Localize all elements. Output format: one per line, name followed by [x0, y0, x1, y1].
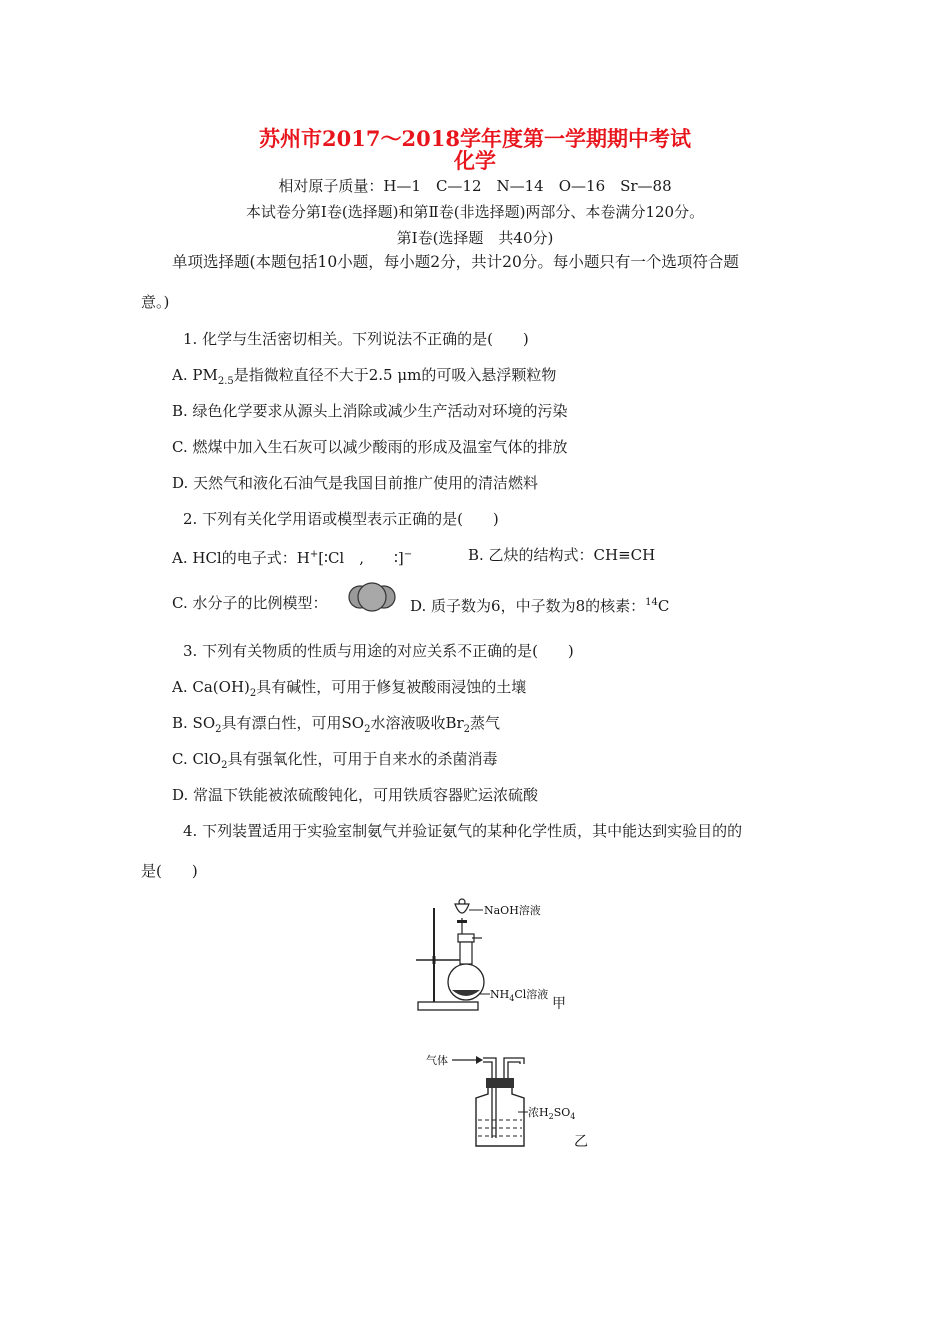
q1-option-a: [172, 365, 556, 392]
fig2-acid-sub2: 4: [570, 1112, 576, 1121]
q3-option-d: D. 常温下铁能被浓硫酸钝化，可用铁质容器贮运浓硫酸: [172, 786, 539, 804]
q1-a-prefix: A. PM: [172, 366, 218, 384]
q2-option-d: [410, 593, 669, 616]
q3-b-sub1: 2: [215, 724, 222, 735]
water-space-filling-model: [346, 580, 398, 614]
fig2-acid-sub1: 2: [548, 1112, 554, 1121]
apparatus-yi-diagram: [420, 1050, 600, 1150]
exam-subject: 化学: [454, 148, 496, 173]
q2-option-b: B. 乙炔的结构式：CH≡CH: [468, 546, 656, 564]
fig1-nh-part: NH: [490, 988, 510, 1001]
fig2-acid-part1: 浓H: [528, 1106, 549, 1119]
exam-title: 苏州市2017～2018学年度第一学期期中考试: [259, 126, 691, 151]
q1-a-sub: 2.5: [217, 376, 234, 387]
instructions-line-1: 单项选择题(本题包括10小题，每小题2分，共计20分。每小题只有一个选项符合题: [172, 253, 739, 271]
fig2-acid-part2: SO: [553, 1106, 571, 1119]
q3-b-sub3: 2: [463, 724, 471, 735]
q2-d-elem: C: [657, 597, 670, 615]
fig1-cl-part: Cl溶液: [514, 988, 549, 1001]
q3-a-sub: 2: [249, 688, 257, 699]
q3-c1: C. ClO: [172, 750, 222, 768]
q3-option-a: [172, 677, 526, 704]
q3-c2: 具有强氧化性，可用于自来水的杀菌消毒: [227, 750, 498, 768]
q3-b-sub2: 2: [364, 724, 371, 735]
q2-a-sup2: −: [403, 549, 413, 560]
q3-a1: A. Ca(OH): [172, 678, 250, 696]
atomic-masses: 相对原子质量：H—1 C—12 N—14 O—16 Sr—88: [278, 177, 672, 195]
q3-b3: 水溶液吸收Br: [370, 714, 464, 732]
q3-b4: 蒸气: [470, 714, 501, 732]
q4-stem-1: 4. 下列装置适用于实验室制氨气并验证氨气的某种化学性质，其中能达到实验目的的: [183, 822, 743, 840]
fig2-caption: 乙: [574, 1134, 588, 1150]
fig1-caption: 甲: [552, 996, 566, 1012]
q2-stem: 2. 下列有关化学用语或模型表示正确的是( ): [183, 510, 499, 528]
q1-stem: 1. 化学与生活密切相关。下列说法不正确的是( ): [183, 330, 529, 348]
section-heading: 第Ⅰ卷(选择题 共40分): [396, 229, 554, 247]
q3-b2: 具有漂白性，可用SO: [221, 714, 365, 732]
q3-option-b: [172, 713, 500, 740]
q2-d-sup: 14: [645, 597, 658, 608]
fig2-label-acid: [528, 1105, 575, 1121]
q2-a-text: A. HCl的电子式：H: [172, 549, 310, 567]
q1-option-c: C. 燃煤中加入生石灰可以减少酸雨的形成及温室气体的排放: [172, 438, 568, 456]
fig1-label-nh4cl: [490, 987, 548, 1003]
q3-c-sub: 2: [221, 760, 228, 771]
fig1-label-naoh: NaOH溶液: [484, 904, 541, 917]
q1-option-b: B. 绿色化学要求从源头上消除或减少生产活动对环境的污染: [172, 402, 568, 420]
instructions-line-2: 意。): [141, 293, 170, 311]
q3-stem: 3. 下列有关物质的性质与用途的对应关系不正确的是( ): [183, 642, 574, 660]
q2-a-mid: [∶Cl , ∶]: [318, 549, 404, 567]
q2-option-c: C. 水分子的比例模型：: [172, 594, 328, 612]
fig1-sub-4: 4: [509, 994, 515, 1003]
q1-option-d: D. 天然气和液化石油气是我国目前推广使用的清洁燃料: [172, 474, 539, 492]
exam-intro: 本试卷分第Ⅰ卷(选择题)和第Ⅱ卷(非选择题)两部分、本卷满分120分。: [245, 203, 705, 221]
fig2-label-gas: 气体: [426, 1054, 448, 1067]
q3-a2: 具有碱性，可用于修复被酸雨浸蚀的土壤: [256, 678, 527, 696]
q4-stem-2: 是( ): [141, 862, 198, 880]
q3-b1: B. SO: [172, 714, 216, 732]
apparatus-jia-diagram: [410, 890, 580, 1015]
q2-d-text: D. 质子数为6，中子数为8的核素：: [410, 597, 646, 615]
q1-a-rest: 是指微粒直径不大于2.5 μm的可吸入悬浮颗粒物: [233, 366, 557, 384]
q3-option-c: [172, 749, 497, 776]
q2-option-a: [172, 545, 412, 568]
q2-a-sup: +: [309, 549, 319, 560]
